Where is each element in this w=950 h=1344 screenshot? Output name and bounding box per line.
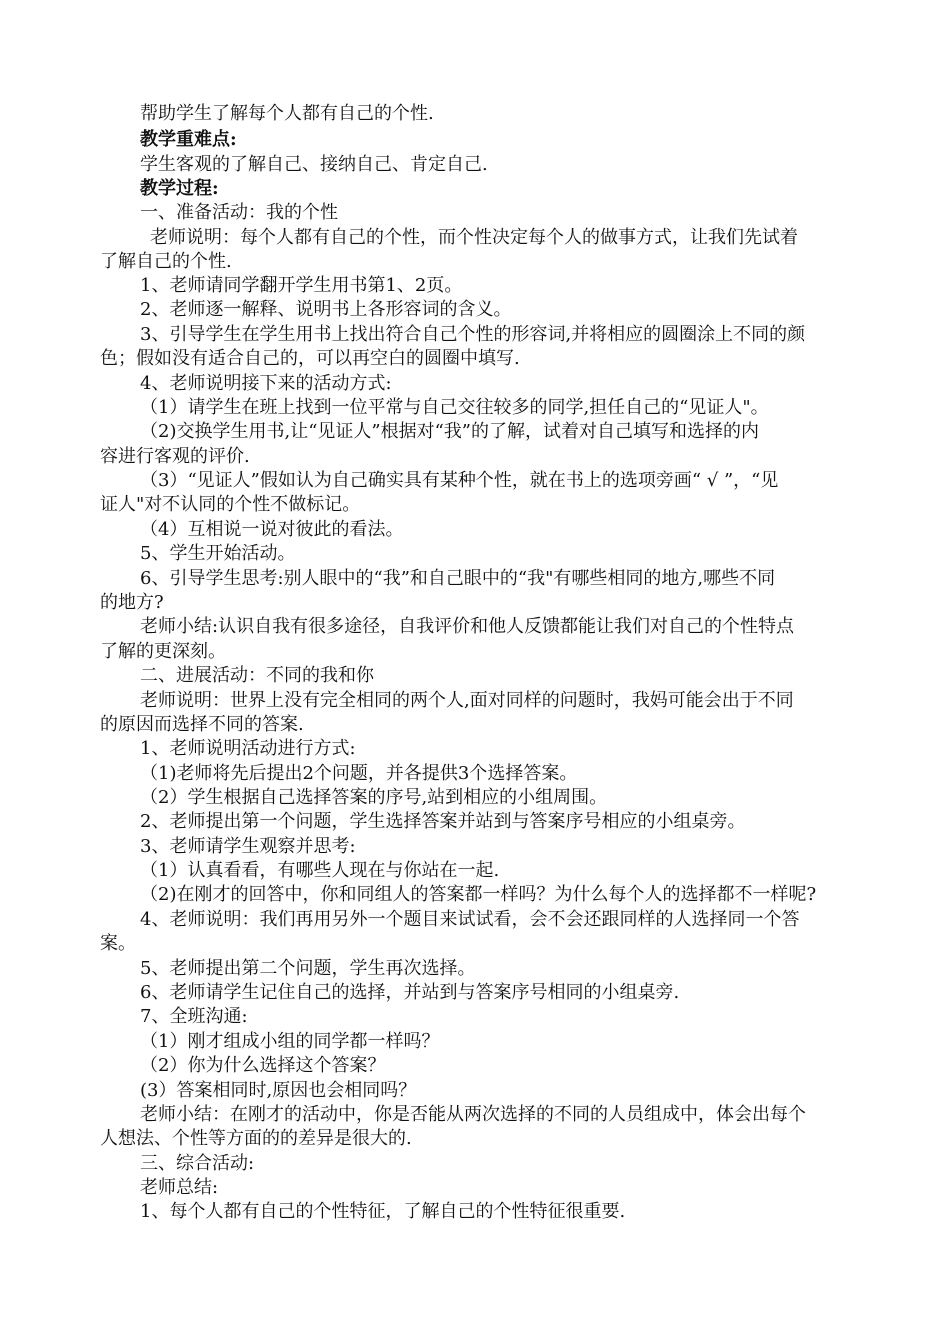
text-line: (3）答案相同时,原因也会相同吗？: [140, 1080, 417, 1101]
section-heading: 教学重难点:: [140, 129, 237, 150]
text-line: （4）互相说一说对彼此的看法。: [140, 519, 404, 540]
text-line: 色；假如没有适合自己的，可以再空白的圆圈中填写.: [100, 348, 520, 369]
text-line: 一、准备活动：我的个性: [140, 202, 338, 223]
text-line: 2、老师提出第一个问题，学生选择答案并站到与答案序号相应的小组桌旁。: [140, 811, 746, 832]
text-line: 证人"对不认同的个性不做标记。: [100, 494, 361, 515]
text-line: 人想法、个性等方面的的差异是很大的.: [100, 1128, 412, 1149]
text-line: 容进行客观的评价.: [100, 446, 250, 467]
text-line: 三、综合活动:: [140, 1153, 255, 1174]
text-line: 6、引导学生思考:别人眼中的“我”和自己眼中的“我"有哪些相同的地方,哪些不同: [140, 568, 776, 589]
text-line: 6、老师请学生记住自己的选择，并站到与答案序号相同的小组桌旁.: [140, 982, 680, 1003]
text-line: 5、学生开始活动。: [140, 543, 296, 564]
text-line: 了解自己的个性.: [100, 251, 232, 272]
text-line: 4、老师说明接下来的活动方式:: [140, 373, 392, 394]
text-line: （1）请学生在班上找到一位平常与自己交往较多的同学,担任自己的“见证人"。: [140, 397, 769, 418]
text-line: 的原因而选择不同的答案.: [100, 714, 304, 735]
text-line: 老师说明：世界上没有完全相同的两个人,面对同样的问题时，我妈可能会出于不同: [140, 690, 794, 711]
text-line: （2）你为什么选择这个答案？: [140, 1055, 386, 1076]
text-line: 老师小结：在刚才的活动中，你是否能从两次选择的不同的人员组成中，体会出每个: [140, 1104, 806, 1125]
text-line: 帮助学生了解每个人都有自己的个性.: [140, 103, 434, 124]
text-line: （1)老师将先后提出2个问题，并各提供3个选择答案。: [140, 763, 578, 784]
text-line: 5、老师提出第二个问题，学生再次选择。: [140, 958, 476, 979]
text-line: 3、老师请学生观察并思考:: [140, 836, 356, 857]
text-line: 老师小结:认识自我有很多途径，自我评价和他人反馈都能让我们对自己的个性特点: [140, 616, 795, 637]
text-line: （1）认真看看，有哪些人现在与你站在一起.: [140, 860, 500, 881]
text-line: 1、老师说明活动进行方式:: [140, 738, 356, 759]
text-line: 7、全班沟通:: [140, 1006, 248, 1027]
text-line: 二、进展活动：不同的我和你: [140, 665, 374, 686]
section-heading: 教学过程:: [140, 178, 219, 199]
text-line: （3）“见证人”假如认为自己确实具有某种个性，就在书上的选项旁画“ √ ”，“见: [140, 470, 779, 491]
text-line: 老师总结:: [140, 1177, 219, 1198]
text-line: 了解的更深刻。: [100, 641, 226, 662]
text-line: 的地方?: [100, 592, 164, 613]
text-line: 3、引导学生在学生用书上找出符合自己个性的形容词,并将相应的圆圈涂上不同的颜: [140, 324, 806, 345]
text-line: 1、老师请同学翻开学生用书第1、2页。: [140, 275, 463, 296]
text-line: 1、每个人都有自己的个性特征，了解自己的个性特征很重要.: [140, 1201, 626, 1222]
text-line: 2、老师逐一解释、说明书上各形容词的含义。: [140, 299, 512, 320]
text-line: （2)交换学生用书,让“见证人”根据对“我”的了解，试着对自己填写和选择的内: [140, 421, 760, 442]
text-line: 老师说明：每个人都有自己的个性，而个性决定每个人的做事方式，让我们先试着: [150, 227, 798, 248]
text-line: （2)在刚才的回答中，你和同组人的答案都一样吗？为什么每个人的选择都不一样呢?: [140, 884, 817, 905]
text-line: （1）刚才组成小组的同学都一样吗？: [140, 1031, 440, 1052]
text-line: （2）学生根据自己选择答案的序号,站到相应的小组周围。: [140, 787, 608, 808]
text-line: 4、老师说明：我们再用另外一个题目来试试看，会不会还跟同样的人选择同一个答: [140, 909, 800, 930]
text-line: 学生客观的了解自己、接纳自己、肯定自己.: [140, 154, 488, 175]
text-line: 案。: [100, 933, 136, 954]
